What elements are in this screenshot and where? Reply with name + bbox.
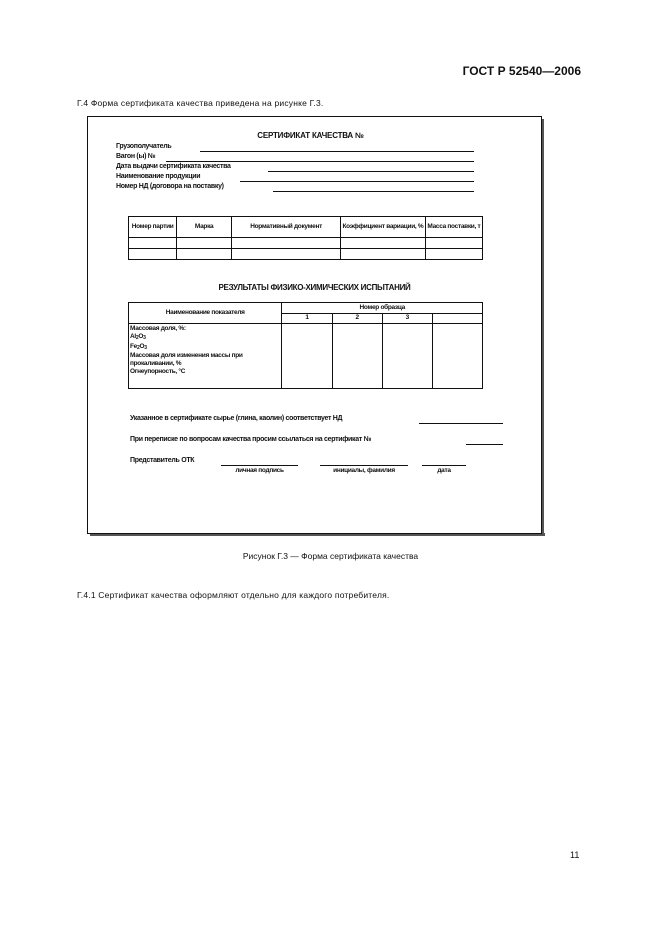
- indicator-list: [129, 324, 282, 389]
- standard-header: ГОСТ Р 52540—2006: [462, 64, 581, 78]
- statement-reference: При переписке по вопросам качества просим ссылаться на сертификат №: [130, 436, 372, 443]
- intro-paragraph: Г.4 Форма сертификата качества приведена на рисунке Г.3.: [77, 98, 324, 108]
- field-issue-date-line[interactable]: [268, 171, 474, 172]
- indicator-al2o3: $Al_2O_3$: [130, 333, 146, 342]
- field-product-name: Наименование продукции: [116, 173, 201, 180]
- field-product-name-line[interactable]: [240, 181, 474, 182]
- certificate-title: СЕРТИФИКАТ КАЧЕСТВА №: [257, 131, 364, 140]
- page-number: 11: [570, 850, 580, 860]
- initials-line[interactable]: [320, 465, 408, 466]
- sample-2-header: 2: [332, 313, 382, 324]
- field-wagon: Вагон (ы) №: [116, 153, 156, 160]
- signature-caption: личная подпись: [235, 467, 284, 474]
- indicator-mass-fraction: Массовая доля, %:: [130, 325, 186, 332]
- field-consignee-line[interactable]: [200, 151, 474, 152]
- indicator-refractoriness: Огнеупорность, °С: [130, 368, 186, 376]
- col-sample-number: Номер образца: [282, 303, 483, 314]
- sample-1-header: 1: [282, 313, 332, 324]
- results-title: РЕЗУЛЬТАТЫ ФИЗИКО-ХИМИЧЕСКИХ ИСПЫТАНИЙ: [218, 283, 411, 292]
- field-issue-date: Дата выдачи сертификата качества: [116, 163, 231, 170]
- statement-compliance-line[interactable]: [419, 423, 503, 424]
- indicator-loss-on-ignition: Массовая доля изменения массы при прокаливании, %: [130, 351, 243, 368]
- indicator-fe2o3: $Fe_2O_3$: [130, 342, 147, 351]
- field-nd-number: Номер НД (договора на поставку): [116, 183, 224, 190]
- col-batch-number: Номер партии: [129, 217, 177, 238]
- table-row: [129, 249, 483, 260]
- certificate-form: [87, 116, 542, 534]
- col-normative-doc: Нормативный документ: [232, 217, 341, 238]
- col-indicator-name: Наименование показателя: [129, 303, 282, 324]
- col-grade: Марка: [177, 217, 232, 238]
- table-row: [129, 238, 483, 249]
- initials-caption: инициалы, фамилия: [333, 467, 395, 474]
- statement-compliance: Указанное в сертификате сырье (глина, каолин) соответствует НД: [130, 415, 343, 422]
- signature-line[interactable]: [221, 465, 298, 466]
- field-wagon-line[interactable]: [166, 161, 474, 162]
- col-variation-coef: Коэффициент вариации, %: [341, 217, 426, 238]
- paragraph-g41: Г.4.1 Сертификат качества оформляют отдельно для каждого потребителя.: [77, 590, 390, 600]
- sample-4-header: [432, 313, 482, 324]
- field-consignee: Грузополучатель: [116, 143, 172, 150]
- date-line[interactable]: [422, 465, 466, 466]
- representative-label: Представитель ОТК: [130, 457, 195, 464]
- col-delivery-mass: Масса поставки, т: [425, 217, 482, 238]
- results-table: [128, 302, 483, 389]
- sample-3-header: 3: [382, 313, 432, 324]
- field-nd-number-line[interactable]: [273, 191, 474, 192]
- date-caption: дата: [437, 467, 451, 474]
- figure-caption: Рисунок Г.3 — Форма сертификата качества: [242, 551, 419, 561]
- batch-table: [128, 216, 483, 260]
- statement-reference-line[interactable]: [466, 444, 503, 445]
